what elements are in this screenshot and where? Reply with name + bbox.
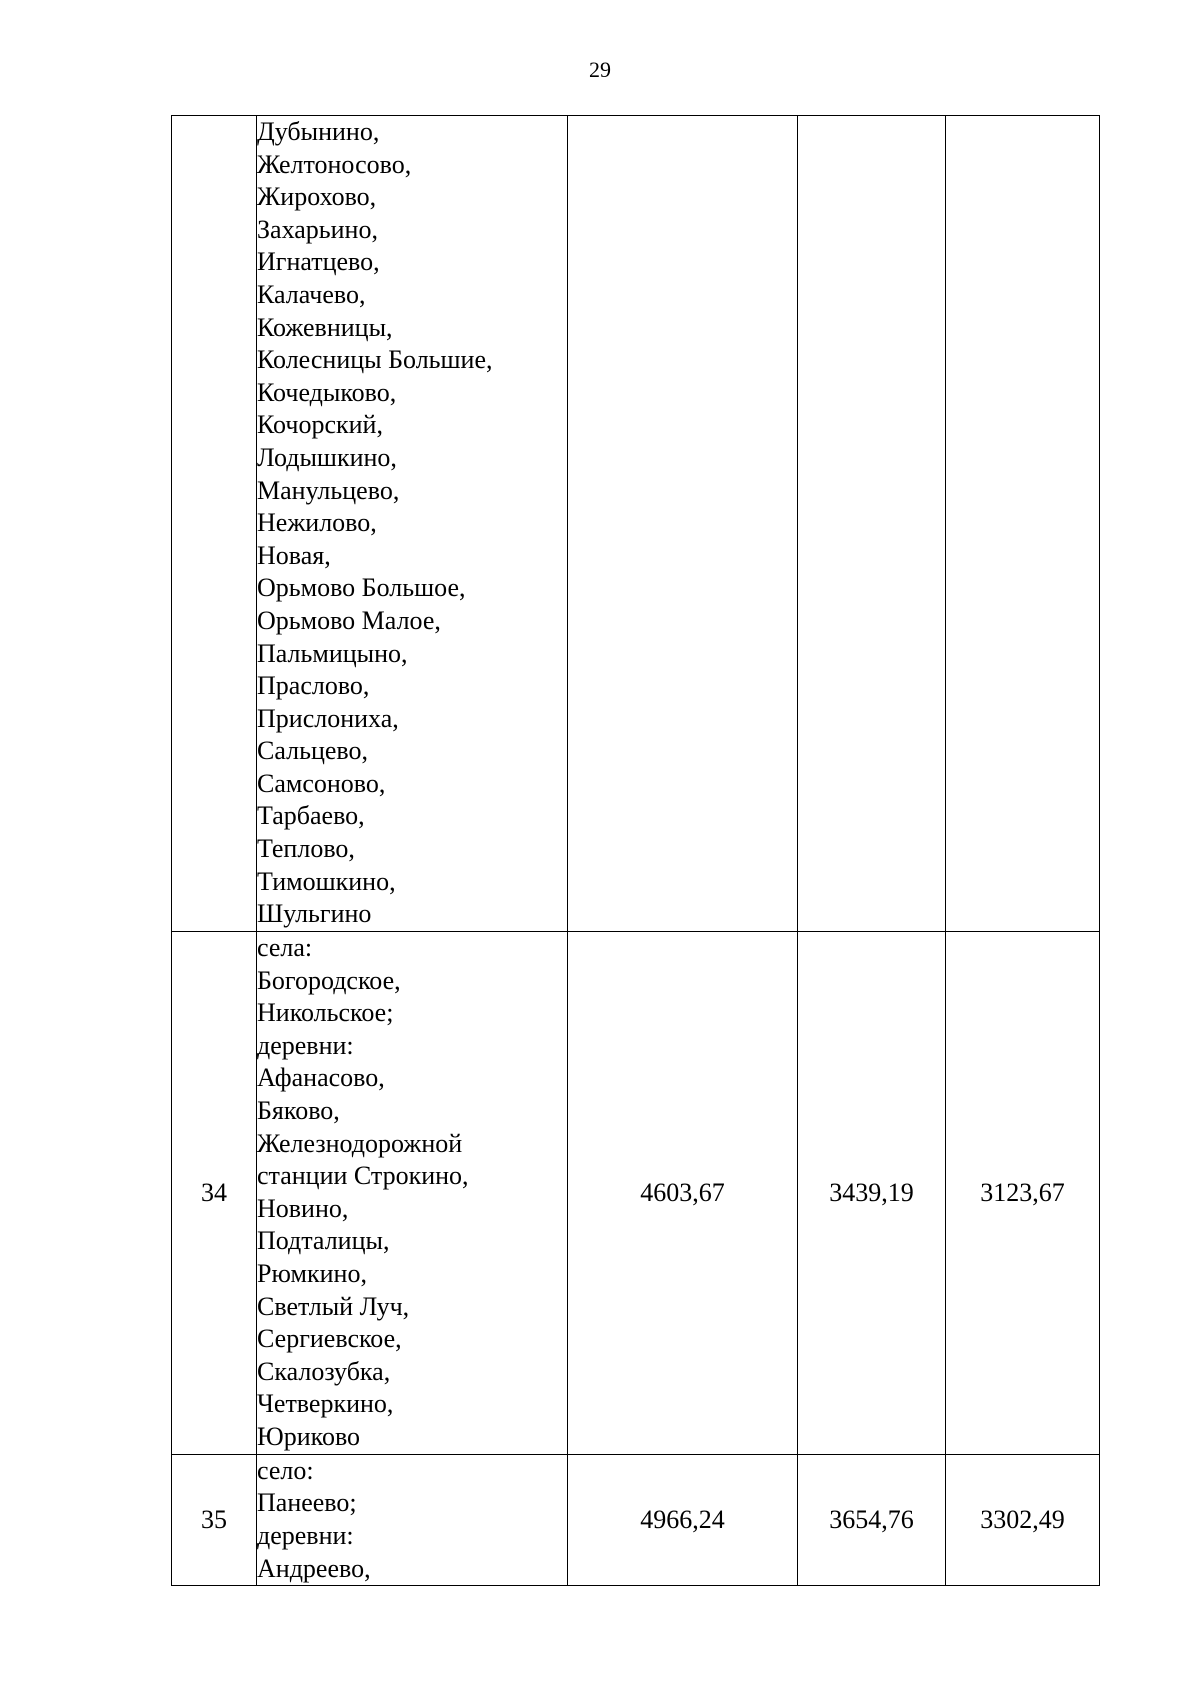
settlement-name: Теплово, — [257, 834, 355, 864]
table-row — [172, 116, 1100, 932]
settlement-name: Подталицы, — [257, 1226, 390, 1256]
settlement-name: Богородское, — [257, 965, 401, 995]
settlement-name: Андреево, — [257, 1553, 371, 1583]
table-row — [172, 931, 1100, 1454]
value-cell-1: 4603,67 — [568, 931, 798, 1454]
settlement-name: Самсоново, — [257, 768, 386, 798]
settlement-name: Кочедыково, — [257, 377, 397, 407]
settlement-name: Орьмово Большое, — [257, 573, 466, 603]
settlement-name: Бяково, — [257, 1096, 340, 1126]
settlement-name: Праслово, — [257, 671, 370, 701]
settlement-name: Скалозубка, — [257, 1356, 391, 1386]
settlement-name: Юриково — [257, 1422, 361, 1451]
value-cell-3: 3302,49 — [946, 1454, 1100, 1585]
settlement-name: Прислониха, — [257, 703, 399, 733]
value-cell-2: 3439,19 — [798, 931, 946, 1454]
value-cell-3: 3123,67 — [946, 931, 1100, 1454]
settlement-name: Желтоносово, — [257, 149, 412, 179]
settlement-name: села: — [257, 933, 313, 963]
settlement-name: Нежилово, — [257, 508, 377, 538]
settlement-name: Панеево; — [257, 1488, 357, 1518]
value-cell-3 — [946, 116, 1100, 932]
value-cell-2: 3654,76 — [798, 1454, 946, 1585]
settlement-name: деревни: — [257, 1030, 354, 1060]
settlement-name: Сергиевское, — [257, 1324, 402, 1354]
settlement-name: Железнодорожной — [257, 1128, 463, 1158]
settlement-name: Никольское; — [257, 998, 394, 1028]
settlement-name: Орьмово Малое, — [257, 605, 441, 635]
settlement-name: Афанасово, — [257, 1063, 385, 1093]
settlement-name: станции Строкино, — [257, 1161, 469, 1191]
settlements-list-cell — [257, 116, 568, 932]
table-row — [172, 1454, 1100, 1585]
row-number-cell — [172, 116, 257, 932]
settlement-name: Лодышкино, — [257, 442, 397, 472]
settlement-name: Новая, — [257, 540, 331, 570]
settlements-list-cell — [257, 931, 568, 1454]
settlements-table — [171, 115, 1100, 1586]
value-cell-1 — [568, 116, 798, 932]
settlements-list-cell — [257, 1454, 568, 1585]
settlement-name: Кочорский, — [257, 410, 383, 440]
settlement-name: Тимошкино, — [257, 866, 396, 896]
settlement-name: Тарбаево, — [257, 801, 365, 831]
settlement-name: село: — [257, 1455, 314, 1485]
settlement-name: Пальмицыно, — [257, 638, 408, 668]
settlement-name: Шульгино — [257, 899, 372, 929]
settlement-name: Рюмкино, — [257, 1259, 367, 1289]
settlement-name: Захарьино, — [257, 214, 378, 244]
settlement-name: Четверкино, — [257, 1389, 394, 1419]
settlement-name: Манульцево, — [257, 475, 400, 505]
settlement-name: Светлый Луч, — [257, 1291, 410, 1321]
settlement-name: Калачево, — [257, 279, 366, 309]
settlement-name: Кожевницы, — [257, 312, 393, 342]
row-number-cell: 35 — [172, 1454, 257, 1585]
settlement-name: Жирохово, — [257, 182, 377, 212]
page-number: 29 — [589, 57, 611, 82]
value-cell-1: 4966,24 — [568, 1454, 798, 1585]
settlement-name: Игнатцево, — [257, 247, 380, 277]
settlement-name: Колесницы Большие, — [257, 345, 493, 375]
settlement-name: Сальцево, — [257, 736, 368, 766]
settlement-name: деревни: — [257, 1521, 354, 1551]
row-number-cell: 34 — [172, 931, 257, 1454]
settlement-name: Новино, — [257, 1193, 349, 1223]
value-cell-2 — [798, 116, 946, 932]
settlement-name: Дубынино, — [257, 117, 380, 146]
